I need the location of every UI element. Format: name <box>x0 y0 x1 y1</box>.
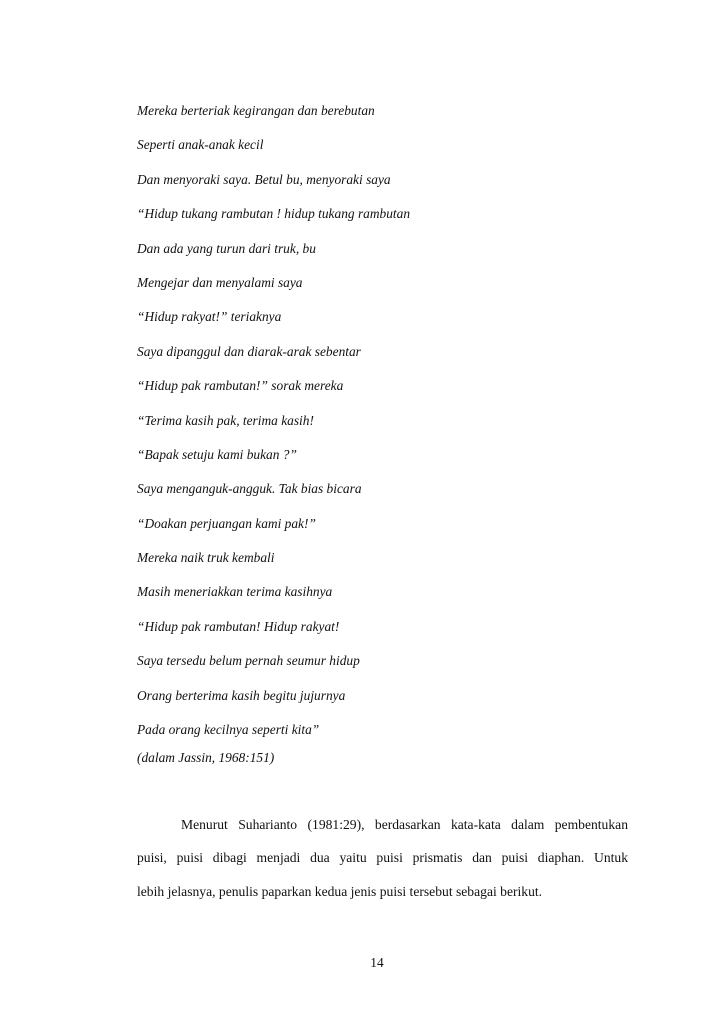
poem-line: Orang berterima kasih begitu jujurnya <box>137 687 346 703</box>
poem-line: Saya menganguk-angguk. Tak bias bicara <box>137 481 362 497</box>
poem-line: “Terima kasih pak, terima kasih! <box>137 412 314 428</box>
poem-line: “Hidup rakyat!” teriaknya <box>137 309 282 325</box>
poem-line: Mereka naik truk kembali <box>137 550 275 566</box>
poem-line: Saya tersedu belum pernah seumur hidup <box>137 653 360 669</box>
poem-line: Pada orang kecilnya seperti kita” <box>137 722 320 738</box>
poem-line: “Hidup pak rambutan! Hidup rakyat! <box>137 618 340 634</box>
poem-line: Mereka berteriak kegirangan dan berebutan <box>137 103 375 118</box>
poem-line: Saya dipanggul dan diarak-arak sebentar <box>137 343 361 359</box>
poem-line: “Doakan perjuangan kami pak!” <box>137 515 316 531</box>
poem-line: “Bapak setuju kami bukan ?” <box>137 446 297 462</box>
poem-line: “Hidup tukang rambutan ! hidup tukang rambutan <box>137 206 411 222</box>
poem-line: Dan ada yang turun dari truk, bu <box>137 240 316 256</box>
poem-quote <box>137 102 410 755</box>
body-paragraph-line-2: puisi, puisi dibagi menjadi dua yaitu puisi prismatis dan puisi diaphan. Untuk <box>137 850 628 865</box>
poem-line: “Hidup pak rambutan!” sorak mereka <box>137 378 344 394</box>
poem-citation: (dalam Jassin, 1968:151) <box>137 750 275 765</box>
poem-line: Mengejar dan menyalami saya <box>137 274 303 290</box>
body-paragraph-line-1: Menurut Suharianto (1981:29), berdasarkan kata-kata dalam pembentukan <box>181 817 628 832</box>
poem-line: Dan menyoraki saya. Betul bu, menyoraki saya <box>137 171 391 187</box>
poem-line: Seperti anak-anak kecil <box>137 137 264 153</box>
body-paragraph-line-3: lebih jelasnya, penulis paparkan kedua jenis puisi tersebut sebagai berikut. <box>137 884 543 899</box>
poem-line: Masih meneriakkan terima kasihnya <box>137 584 333 600</box>
page-number: 14 <box>370 955 384 970</box>
